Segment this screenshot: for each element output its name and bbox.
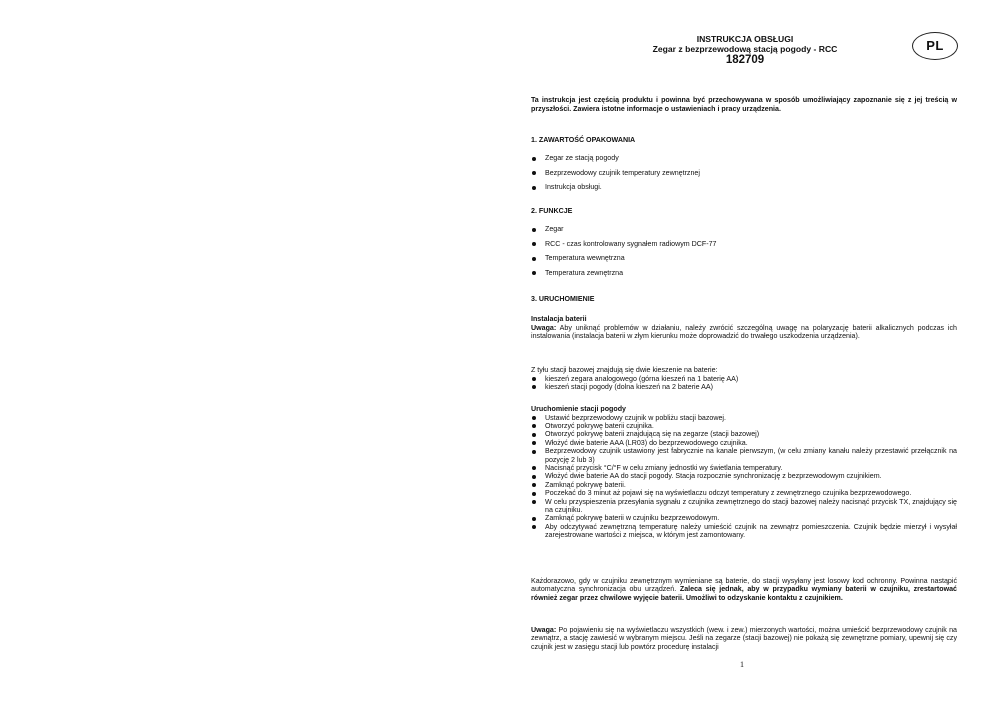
list-item: W celu przyspieszenia przesyłania sygnału z czujnika zewnętrznego do stacji bazowej należy nacisnąć przycisk TX, znajdujący się na czujniku. — [531, 498, 957, 515]
page-number: 1 — [740, 660, 744, 669]
section-3-heading: 3. URUCHOMIENIE — [531, 295, 595, 303]
document-title: INSTRUKCJA OBSŁUGI — [696, 34, 794, 44]
startup-steps-list — [531, 414, 957, 540]
list-item: Otworzyć pokrywę baterii znajdującą się na zegarze (stacji bazowej) — [531, 430, 957, 438]
list-item: Temperatura wewnętrzna — [531, 254, 957, 269]
note-text: Każdorazowo, gdy w czujniku zewnętrznym wymieniane są baterie, do stacji wysyłany jest losowy kod ochronny. Powinna nastąpić automatyczna synchronizacja obu urządzeń. — [531, 577, 957, 594]
list-item: Nacisnąć przycisk °C/°F w celu zmiany jednostki wy świetlania temperatury. — [531, 464, 957, 472]
warning-label: Uwaga: — [531, 323, 557, 332]
document-header — [600, 34, 890, 67]
list-item: Zamknąć pokrywę baterii. — [531, 481, 957, 489]
note-text: Po pojawieniu się na wyświetlaczu wszystkich (wew. i zew.) mierzonych wartości, można umieścić bezprzewodowy czujnik na zewnątrz, a stację zawiesić w wybranym miejscu. Jeśli na zegarze (stacji bazowej) nie pokażą się zewnętrzne pomiary, upewnij się czy czujnik jest w zasięgu stacji lub powtórz procedurę instalacji — [531, 626, 957, 651]
intro-paragraph: Ta instrukcja jest częścią produktu i powinna być przechowywana w sposób umożliwiający zapoznanie się z jej treścią w przyszłości. Zawiera istotne informacje o ustawieniach i pracy urządzenia. — [531, 96, 957, 114]
list-item: Instrukcja obsługi. — [531, 183, 957, 198]
list-item: Zamknąć pokrywę baterii w czujniku bezprzewodowym. — [531, 514, 957, 522]
package-contents-list — [531, 154, 957, 198]
list-item: Zegar ze stacją pogody — [531, 154, 957, 169]
language-badge: PL — [912, 32, 958, 60]
document-subtitle: Zegar z bezprzewodową stacją pogody - RCC — [652, 44, 838, 54]
list-item: Bezprzewodowy czujnik ustawiony jest fabrycznie na kanale pierwszym, (w celu zmiany kanału należy przestawić przełącznik na pozycję 2 lub 3) — [531, 447, 957, 464]
product-code: 182709 — [725, 54, 765, 66]
placement-note — [531, 626, 957, 651]
list-item: Otworzyć pokrywę baterii czujnika. — [531, 422, 957, 430]
list-item: Aby odczytywać zewnętrzną temperaturę należy umieścić czujnik na zewnątrz pomieszczenia. Czujnik będzie mierzył i wysyłał zarejestrowane wartości z miejsca, w którym jest zamontowany. — [531, 523, 957, 540]
list-item: Włożyć dwie baterie AA do stacji pogody. Stacja rozpocznie synchronizację z bezprzewodowym czujnikiem. — [531, 472, 957, 480]
section-1-heading: 1. ZAWARTOŚĆ OPAKOWANIA — [531, 136, 636, 144]
list-item: kieszeń zegara analogowego (górna kieszeń na 1 baterię AA) — [531, 375, 957, 383]
list-item: RCC - czas kontrolowany sygnałem radiowym DCF-77 — [531, 240, 957, 255]
list-item: Zegar — [531, 225, 957, 240]
list-item: Włożyć dwie baterie AAA (LR03) do bezprzewodowego czujnika. — [531, 439, 957, 447]
list-item: Bezprzewodowy czujnik temperatury zewnętrznej — [531, 169, 957, 184]
compartments-list — [531, 375, 957, 392]
battery-change-note — [531, 577, 957, 602]
section-2-heading: 2. FUNKCJE — [531, 207, 573, 215]
startup-heading: Uruchomienie stacji pogody — [531, 405, 626, 413]
battery-install-heading: Instalacja baterii — [531, 315, 587, 323]
note-label: Uwaga: — [531, 626, 557, 634]
battery-warning — [531, 324, 957, 341]
list-item: Temperatura zewnętrzna — [531, 269, 957, 284]
list-item: Ustawić bezprzewodowy czujnik w pobliżu stacji bazowej. — [531, 414, 957, 422]
list-item: kieszeń stacji pogody (dolna kieszeń na 2 baterie AA) — [531, 383, 957, 391]
note-bold-text: Zaleca się jednak, aby w przypadku wymiany baterii w czujniku, zrestartować również zegar przez chwilowe wyjęcie baterii. Umożliwi to odzyskanie kontaktu z czujnikiem. — [531, 585, 957, 602]
warning-text: Aby uniknąć problemów w działaniu, należy zwrócić szczególną uwagę na polaryzację baterii alkalicznych podczas ich instalowania (instalacja baterii w złym kierunku może doprowadzić do trwałego uszkodzenia urządzenia). — [531, 323, 957, 340]
compartments-intro: Z tyłu stacji bazowej znajdują się dwie kieszenie na baterie: — [531, 366, 718, 374]
list-item: Poczekać do 3 minut aż pojawi się na wyświetlaczu odczyt temperatury z zewnętrznego czujnika bezprzewodowego. — [531, 489, 957, 497]
functions-list — [531, 225, 957, 283]
